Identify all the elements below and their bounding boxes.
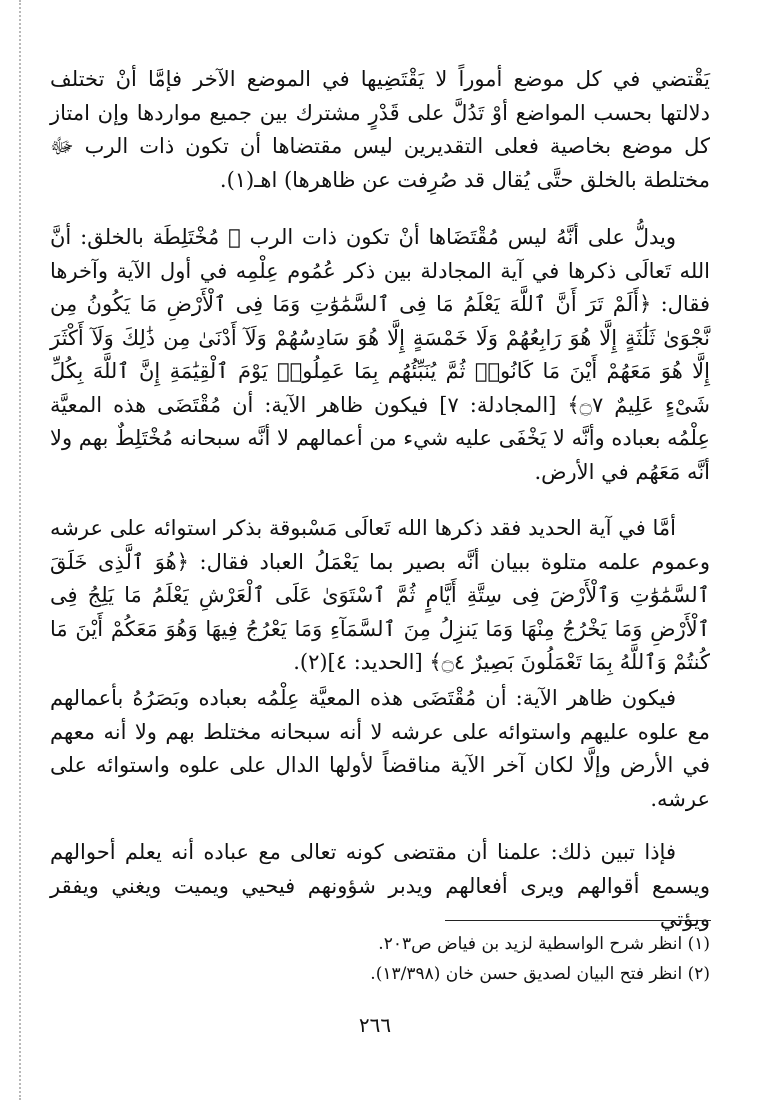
footnote-2: (٢) انظر فتح البيان لصديق حسن خان (١٣/٣٩٨).: [370, 964, 710, 984]
paragraph-1: يَقْتضي في كل موضع أموراً لا يَقْتَضِيها في الموضع الآخر فإمَّا أنْ تختلف دلالتها بحسب المواضع أوْ تَدُلَّ على قَدْرٍ مشترك بين جميع مواردها وإن امتاز كل موضع بخاصية فعلى التقديرين ليس مقتضاها أن تكون ذات الرب ﷻ مختلطة بالخلق حتَّى يُقال قد صُرِفت عن ظاهرها) اهـ(١).: [50, 67, 710, 192]
page-number: ٢٦٦: [358, 1013, 392, 1037]
paragraph-5: فإذا تبين ذلك: علمنا أن مقتضى كونه تعالى مع عباده أنه يعلم أحوالهم ويسمع أقوالهم ويرى أفعالهم ويدبر شؤونهم فيحيي ويميت ويغني ويفقر ويؤتي: [50, 840, 710, 931]
paragraph-3: أمَّا في آية الحديد فقد ذكرها الله تَعالَى مَسْبوقة بذكر استوائه على عرشه وعموم علمه متلوة ببيان أنَّه بصير بما يَعْمَلُ العباد فقال: ﴿هُوَ ٱلَّذِى خَلَقَ ٱلسَّمَٰوَٰتِ وَٱلْأَرْضَ فِى سِتَّةِ أَيَّامٍ ثُمَّ ٱسْتَوَىٰ عَلَى ٱلْعَرْشِ يَعْلَمُ مَا يَلِجُ فِى ٱلْأَرْضِ وَمَا يَخْرُجُ مِنْهَا وَمَا يَنزِلُ مِنَ ٱلسَّمَآءِ وَمَا يَعْرُجُ فِيهَا وَهُوَ مَعَكُمْ أَيْنَ مَا كُنتُمْ وَٱللَّهُ بِمَا تَعْمَلُونَ بَصِيرٌ ۝٤﴾ [الحديد: ٤](٢).: [50, 516, 710, 674]
footnote-1: (١) انظر شرح الواسطية لزيد بن فياض ص٢٠٣.: [378, 934, 710, 954]
paragraph-2: ويدلُّ على أنَّهُ ليس مُقْتَضَاها أنْ تكون ذات الرب ﷻ مُخْتَلِطَة بالخلق: أنَّ الله تَعالَى ذكرها في آية المجادلة بين ذكر عُمُوم عِلْمِه في أول الآية وآخرها فقال: ﴿أَلَمْ تَرَ أَنَّ ٱللَّهَ يَعْلَمُ مَا فِى ٱلسَّمَٰوَٰتِ وَمَا فِى ٱلْأَرْضِ مَا يَكُونُ مِن نَّجْوَىٰ ثَلَٰثَةٍ إِلَّا هُوَ رَابِعُهُمْ وَلَا خَمْسَةٍ إِلَّا هُوَ سَادِسُهُمْ وَلَآ أَدْنَىٰ مِن ذَٰلِكَ وَلَآ أَكْثَرَ إِلَّا هُوَ مَعَهُمْ أَيْنَ مَا كَانُوا۟ ثُمَّ يُنَبِّئُهُم بِمَا عَمِلُوا۟ يَوْمَ ٱلْقِيَٰمَةِ إِنَّ ٱللَّهَ بِكُلِّ شَىْءٍ عَلِيمٌ ۝٧﴾ [المجادلة: ٧] فيكون ظاهر الآية: أن مُقْتَضَى هذه المعيَّة عِلْمُه بعباده وأنَّه لا يَخْفَى عليه شيء من أعمالهم لا أنَّه سبحانه مُخْتَلِطٌ بهم ولا أنَّه مَعَهُم في الأرض.: [50, 225, 710, 484]
margin-dotted-rule: [19, 0, 21, 1100]
paragraph-4: فيكون ظاهر الآية: أن مُقْتَضَى هذه المعيَّة عِلْمُه بعباده وبَصَرُهُ بأعمالهم مع علوه عليهم واستوائه على عرشه لا أنه سبحانه مختلط بهم ولا أنه معهم في الأرض وإلَّا لكان آخر الآية مناقضاً لأولها الدال على علوه واستوائه على عرشه.: [50, 686, 710, 811]
footnote-divider: [445, 920, 711, 921]
